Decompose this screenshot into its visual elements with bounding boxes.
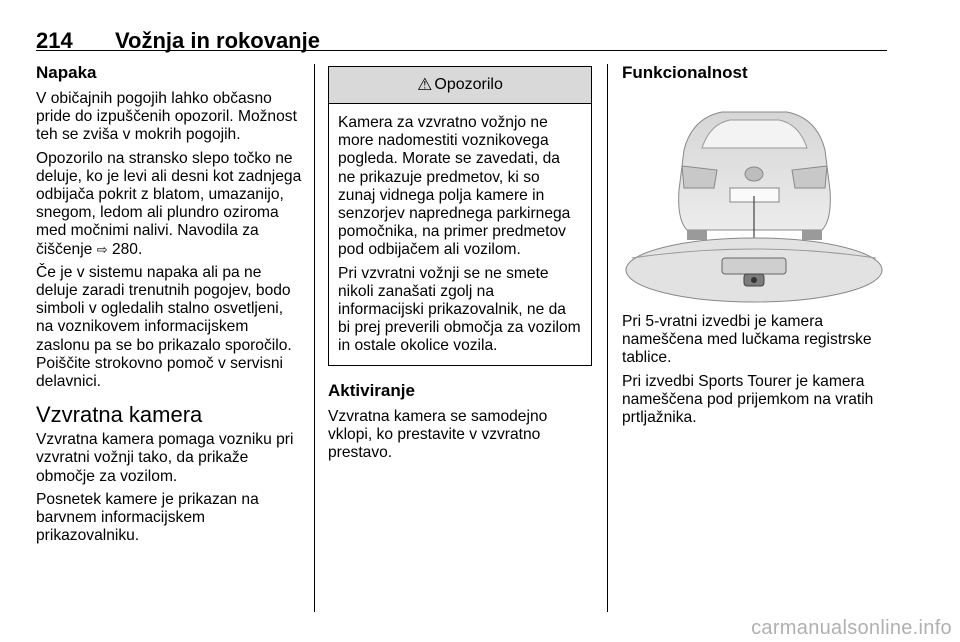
paragraph: Vzvratna kamera se samodejno vklopi, ko prestavite v vzvratno prestavo.	[328, 407, 548, 462]
heading-vzvratna-kamera: Vzvratna kamera	[36, 402, 203, 428]
paragraph: V običajnih pogojih lahko občasno pride do izpuščenih opozoril. Možnost teh se zviša v mokrih pogojih.	[36, 90, 297, 144]
paragraph: Če je v sistemu napaka ali pa ne deluje zaradi trenutnih pogojev, bodo simboli v ogledalih stalno osvetljeni, na voznikovem informacijskem zaslonu pa se bo prikazalo sporočilo. Poiščite strokovno pomoč v servisni delavnici.	[36, 263, 292, 391]
heading-napaka: Napaka	[36, 63, 97, 82]
watermark: carmanualsonline.info	[751, 617, 952, 639]
warning-header	[329, 67, 591, 104]
page-reference-arrow-icon: ⇨	[96, 241, 108, 257]
column-divider-2	[607, 64, 608, 612]
column-2	[328, 62, 594, 467]
section-title: Vožnja in rokovanje	[115, 28, 320, 53]
rear-camera-illustration	[622, 90, 887, 303]
column-3	[622, 62, 888, 432]
column-divider-1	[314, 64, 315, 612]
warning-title: Opozorilo	[434, 76, 503, 93]
page-number: 214	[36, 28, 73, 53]
paragraph: Vzvratna kamera pomaga vozniku pri vzvratni vožnji tako, da prikaže območje za vozilom.	[36, 431, 294, 485]
paragraph-text: Opozorilo na stransko slepo točko ne deluje, ko je levi ali desni kot zadnjega odbijača pokrit z blatom, umazanijo, snegom, ledom ali plundro oziroma med močnimi nalivi. Navodila za čiščenje	[36, 149, 302, 258]
header-rule	[36, 50, 887, 51]
warning-triangle-icon: ⚠	[417, 75, 433, 94]
column-1	[36, 62, 302, 550]
paragraph: Pri izvedbi Sports Tourer je kamera nameščena pod prijemkom na vratih prtljažnika.	[622, 372, 874, 427]
paragraph: Posnetek kamere je prikazan na barvnem informacijskem prikazovalniku.	[36, 490, 259, 545]
heading-aktiviranje: Aktiviranje	[328, 380, 415, 400]
car-rear-illustration	[622, 90, 887, 303]
warning-paragraph: Pri vzvratni vožnji se ne smete nikoli zanašati zgolj na informacijski prikazovalnik, ne da bi prej preverili območja za vozilom in ostale okolice vozila.	[338, 264, 581, 355]
warning-body	[329, 104, 591, 365]
heading-funkcionalnost: Funkcionalnost	[622, 63, 748, 82]
paragraph: Pri 5-vratni izvedbi je kamera nameščena med lučkama registrske tablice.	[622, 313, 872, 367]
paragraph-with-reference	[36, 150, 302, 259]
page-reference-link[interactable]: 280.	[111, 240, 143, 258]
warning-paragraph: Kamera za vzvratno vožnjo ne more nadomestiti voznikovega pogleda. Morate se zavedati, da ne prikazuje predmetov, ki so zunaj vidnega polja kamere in senzorjev naprednega parkirnega pomočnika, na primer predmetov pod odbijačem ali vozilom.	[338, 114, 571, 259]
warning-box	[328, 66, 592, 366]
